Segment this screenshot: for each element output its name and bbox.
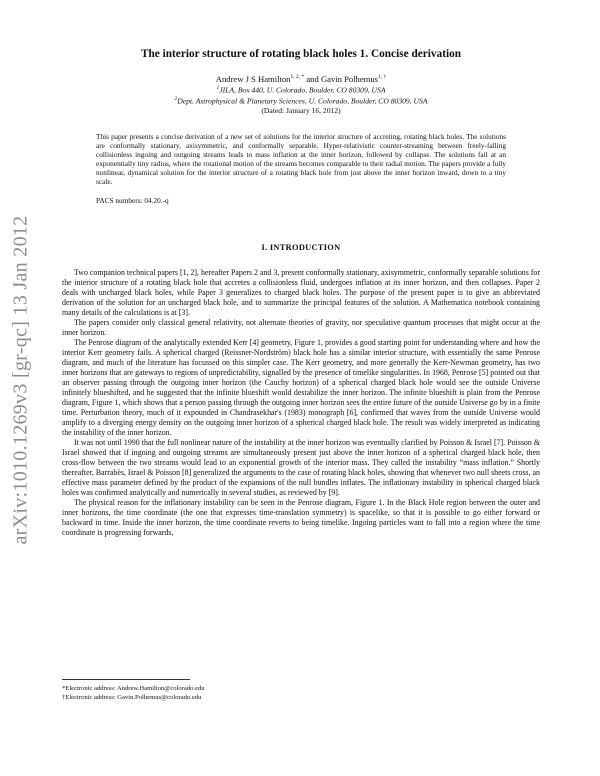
paragraph: Two companion technical papers [1, 2], hereafter Papers 2 and 3, present conformally stationary, axisymmetric, conformally separable solutions for the interior structure of a rotating black hole that accretes a collisionless fluid, undergoes inflation at its inner horizon, and then collapses. Paper 2 deals with uncharged black holes, while Paper 3 generalizes to charged black holes. The purpose of the present paper is to give an abbreviated derivation of the solution for an uncharged black hole, and to summarize the principal features of the solution. A Mathematica notebook containing many details of the calculations is at [3]. <box>62 268 540 318</box>
author-1-marks: 1, 2, * <box>290 74 305 80</box>
author-conjunction: and <box>306 73 319 84</box>
author-line <box>62 72 540 84</box>
footnote-divider <box>62 679 190 680</box>
author-2-marks: 1, † <box>378 74 387 80</box>
footnote-email-1: *Electronic address: Andrew.Hamilton@colorado.edu <box>62 685 205 692</box>
body-text <box>62 268 540 538</box>
arxiv-stamp-text: arXiv:1010.1269v3 [gr-qc] 13 Jan 2012 <box>9 215 32 545</box>
dated-line: (Dated: January 16, 2012) <box>261 106 341 116</box>
author-1: Andrew J S Hamilton <box>215 73 291 84</box>
paragraph: The papers consider only classical general relativity, not alternate theories of gravity, nor speculative quantum processes that might occur at the inner horizon. <box>62 318 540 338</box>
section-heading: I. INTRODUCTION <box>261 243 341 253</box>
paragraph: The Penrose diagram of the analytically extended Kerr [4] geometry, Figure 1, provides a good starting point for understanding where and how the interior Kerr geometry fails. A spherical charged (Reissner-Nordström) black hole has a similar interior structure, with essentially the same Penrose diagram, and much of the literature has focussed on this simpler case. The Kerr geometry, and more generally the Kerr-Newman geometry, has two inner horizons that are gateways to regions of unpredictability, signalled by the presence of timelike singularities. In 1968, Penrose [5] pointed out that an observer passing through the outgoing inner horizon (the Cauchy horizon) of a spherical charged black hole would see the outside Universe infinitely blueshifted, and he suggested that the infinite blueshift would destabilize the inner horizon. The infinite blueshift is plain from the Penrose diagram, Figure 1, which shows that a person passing through the outgoing inner horizon sees the entire future of the outside Universe go by in a finite time. Perturbation theory, much of it expounded in Chandrasekhar's (1983) monograph [6], confirmed that waves from the outside Universe would amplify to a diverging energy density on the outgoing inner horizon of a spherical charged black hole. The result was widely interpreted as indicating the instability of the inner horizon. <box>62 338 540 438</box>
footnotes <box>62 684 540 702</box>
paragraph: The physical reason for the inflationary instability can be seen in the Penrose diagram, Figure 1. In the Black Hole region between the outer and inner horizons, the time coordinate (the one that expresses time-translation symmetry) is spacelike, so that it is possible to go either forward or backward in time. Inside the inner horizon, the time coordinate reverts to being timelike. Ingoing particles want to fall into a region where the time coordinate is progressing forwards, <box>62 498 540 538</box>
affiliation-1 <box>62 84 540 95</box>
paper-title: The interior structure of rotating black holes 1. Concise derivation <box>140 48 462 60</box>
affiliation-2-mark: 2 <box>174 96 178 103</box>
paragraph: It was not until 1990 that the full nonlinear nature of the instability at the inner horizon was eventually clarified by Poisson & Israel [7]. Poisson & Israel showed that if ingoing and outgoing streams are simultaneously present just above the inner horizon of a spherical charged black hole, then cross-flow between the two streams would lead to an exponential growth of the interior mass. They called the instability “mass inflation.” Shortly thereafter, Barrabès, Israel & Poisson [8] generalized the arguments to the case of rotating black holes, showing that whenever two null sheets cross, an effective mass parameter defined by the product of the expansions of the null bundles inflates. The inflationary instability in spherical charged black holes was confirmed analytically and numerically in several studies, as reviewed by [9]. <box>62 438 540 498</box>
footnote-email-2: †Electronic address: Gavin.Polhemus@colorado.edu <box>62 694 202 702</box>
arxiv-stamp <box>6 205 36 555</box>
affiliation-2 <box>62 95 540 106</box>
affiliation-1-mark: 1 <box>216 85 220 92</box>
pacs-numbers: PACS numbers: 04.20.-q <box>96 196 169 206</box>
affiliation-2-text: Dept. Astrophysical & Planetary Sciences, U. Colorado, Boulder, CO 80309, USA <box>177 96 428 106</box>
abstract: This paper presents a concise derivation of a new set of solutions for the interior structure of accreting, rotating black holes. The solutions are conformally stationary, axisymmetric, and conformally separable. Hyper-relativistic counter-streaming between freely-falling collisionless ingoing and outgoing streams leads to mass inflation at the inner horizon, followed by collapse. The solutions fail at an exponentially tiny radius, where the rotational motion of the streams becomes comparable to their radial motion. The papers provide a fully nonlinear, dynamical solution for the interior structure of a rotating black hole from just above the inner horizon inward, down to a tiny scale. <box>96 131 506 187</box>
affiliation-1-text: JILA, Box 440, U. Colorado, Boulder, CO 80309, USA <box>219 85 386 95</box>
paper-page <box>62 48 540 538</box>
author-2: Gavin Polhemus <box>320 73 378 84</box>
